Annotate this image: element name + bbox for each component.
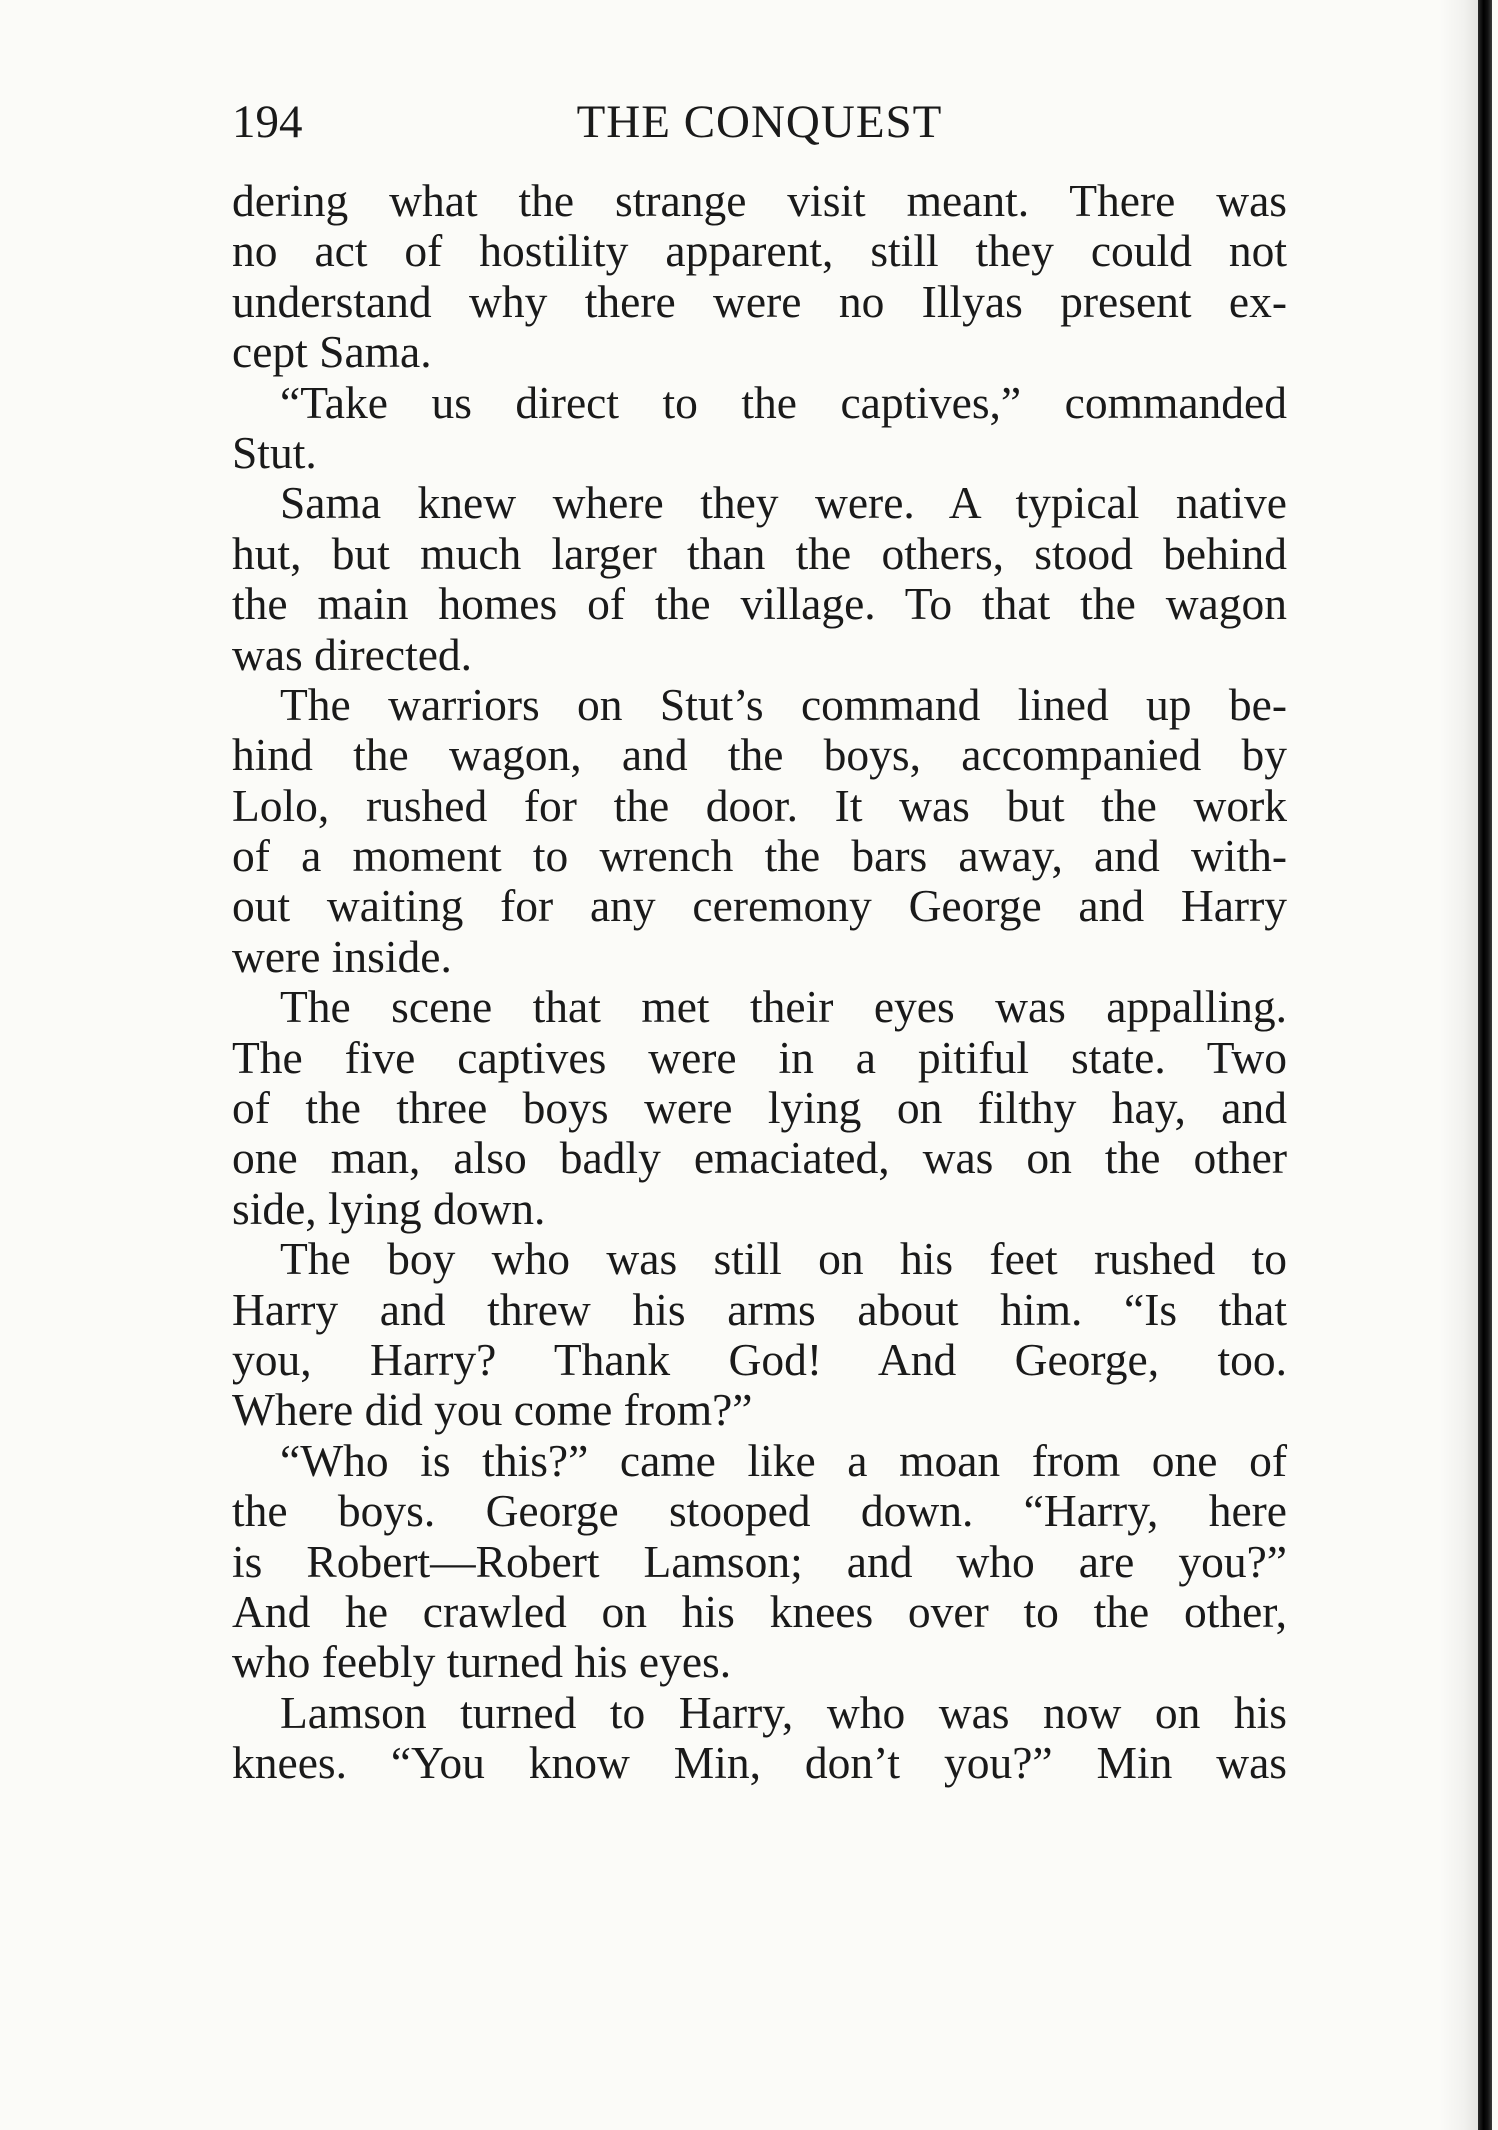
paragraph [232, 1688, 1287, 1789]
text-line: Harry and threw his arms about him. “Is that [232, 1283, 1287, 1335]
text-line: The boy who was still on his feet rushed to [280, 1233, 1287, 1285]
paragraph [232, 680, 1287, 982]
text-line: Lamson turned to Harry, who was now on his [280, 1686, 1287, 1738]
page-header [232, 92, 1287, 152]
text-line: were inside. [232, 930, 452, 982]
page-number: 194 [232, 96, 303, 148]
binding-shadow [1440, 0, 1480, 2130]
text-line: The scene that met their eyes was appalling. [280, 981, 1287, 1033]
text-line: Stut. [232, 426, 317, 478]
text-line: knees. “You know Min, don’t you?” Min was [232, 1737, 1287, 1789]
text-line: The five captives were in a pitiful state. Two [232, 1031, 1287, 1083]
paragraph [232, 1234, 1287, 1436]
text-line: “Who is this?” came like a moan from one of [280, 1434, 1287, 1486]
paragraph [232, 378, 1287, 479]
paragraph [232, 1436, 1287, 1688]
text-line: no act of hostility apparent, still they could not [232, 225, 1287, 277]
text-line: is Robert—Robert Lamson; and who are you?” [232, 1535, 1287, 1587]
paragraph [232, 478, 1287, 680]
body-text [232, 176, 1287, 1789]
text-line: of a moment to wrench the bars away, and with- [232, 830, 1287, 882]
binding-edge [1478, 0, 1492, 2130]
text-line: the boys. George stooped down. “Harry, here [232, 1485, 1287, 1537]
text-line: understand why there were no Illyas present ex- [232, 275, 1287, 327]
text-line: The warriors on Stut’s command lined up be- [280, 678, 1287, 730]
text-line: “Take us direct to the captives,” commanded [280, 376, 1287, 428]
text-line: hut, but much larger than the others, stood behind [232, 527, 1287, 579]
text-line: Sama knew where they were. A typical native [280, 477, 1287, 529]
running-title: THE CONQUEST [576, 96, 943, 148]
text-line: the main homes of the village. To that the wagon [232, 578, 1287, 630]
text-line: dering what the strange visit meant. There was [232, 175, 1287, 226]
text-line: Where did you come from?” [232, 1384, 753, 1436]
text-line: who feebly turned his eyes. [232, 1636, 732, 1688]
paragraph [232, 982, 1287, 1234]
text-line: one man, also badly emaciated, was on the other [232, 1132, 1287, 1184]
text-line: out waiting for any ceremony George and Harry [232, 880, 1287, 932]
text-line: And he crawled on his knees over to the other, [232, 1585, 1287, 1637]
text-line: of the three boys were lying on filthy hay, and [232, 1082, 1287, 1134]
text-line: hind the wagon, and the boys, accompanied by [232, 729, 1287, 781]
paragraph [232, 176, 1287, 378]
text-line: you, Harry? Thank God! And George, too. [232, 1333, 1287, 1385]
text-line: side, lying down. [232, 1182, 546, 1234]
text-line: Lolo, rushed for the door. It was but the work [232, 779, 1287, 831]
text-line: cept Sama. [232, 326, 432, 378]
text-line: was directed. [232, 628, 473, 680]
